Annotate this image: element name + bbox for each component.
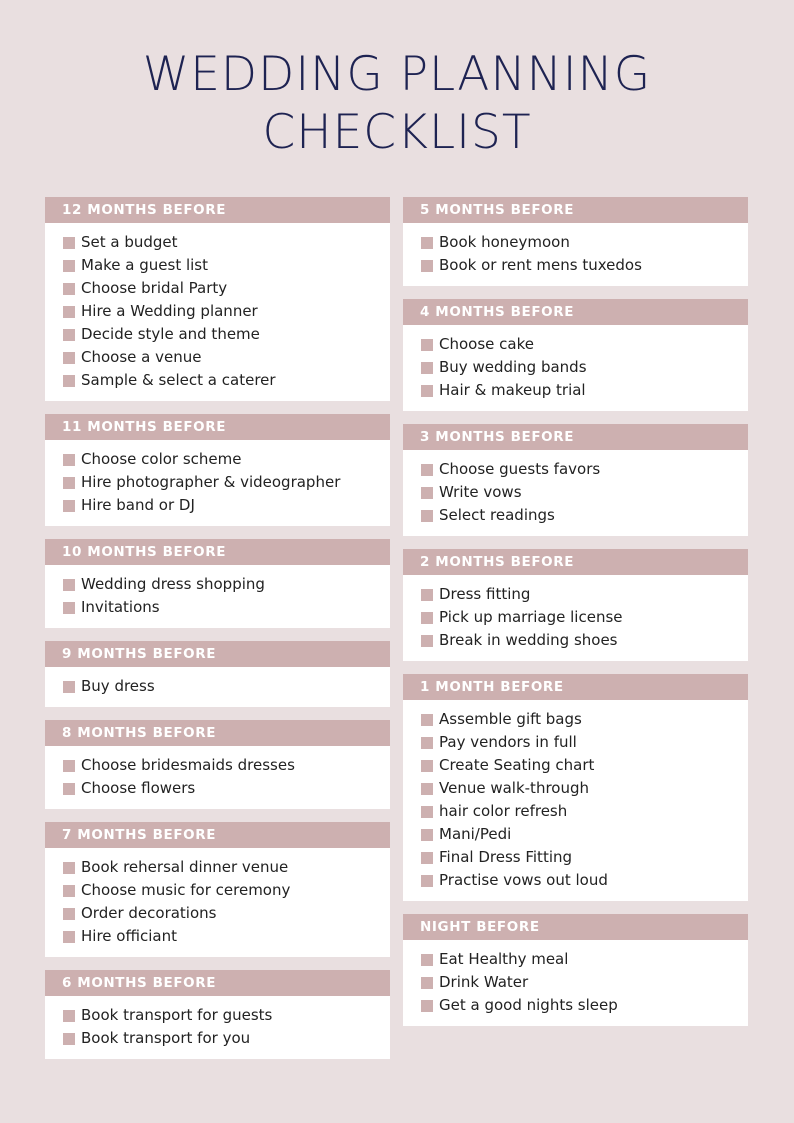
section-6-months-before [45, 970, 390, 1059]
checkbox-square-icon [63, 283, 75, 295]
checkbox-square-icon [421, 852, 433, 864]
section-4-months-before [403, 299, 748, 411]
checklist-item [403, 481, 748, 504]
checklist-item-label: Book transport for guests [81, 1006, 273, 1024]
checklist-item [45, 754, 390, 777]
checklist-item-label: Break in wedding shoes [439, 631, 618, 649]
section-2-months-before [403, 549, 748, 661]
checklist-item [403, 504, 748, 527]
checklist-items [403, 700, 748, 901]
checklist-item [45, 902, 390, 925]
checklist-item [45, 369, 390, 392]
checkbox-square-icon [63, 579, 75, 591]
section-header: 7 MONTHS BEFORE [45, 822, 390, 848]
checklist-item-label: Assemble gift bags [439, 710, 582, 728]
checklist-item [403, 379, 748, 402]
checkbox-square-icon [421, 487, 433, 499]
section-10-months-before [45, 539, 390, 628]
checklist-item-label: Create Seating chart [439, 756, 595, 774]
checklist-item [45, 494, 390, 517]
checkbox-square-icon [421, 783, 433, 795]
checklist-item [403, 823, 748, 846]
checklist-item [403, 948, 748, 971]
checklist-item [45, 448, 390, 471]
checklist-item [403, 606, 748, 629]
checklist-item-label: Order decorations [81, 904, 217, 922]
checklist-item-label: Book transport for you [81, 1029, 251, 1047]
checklist-item-label: Venue walk-through [439, 779, 589, 797]
checklist-item-label: Write vows [439, 483, 522, 501]
checklist-item-label: Decide style and theme [81, 325, 260, 343]
checkbox-square-icon [421, 806, 433, 818]
checklist-item-label: Choose flowers [81, 779, 196, 797]
checklist-item-label: Choose guests favors [439, 460, 601, 478]
checkbox-square-icon [421, 362, 433, 374]
section-3-months-before [403, 424, 748, 536]
section-5-months-before [403, 197, 748, 286]
checklist-item-label: Pick up marriage license [439, 608, 623, 626]
checklist-item-label: Select readings [439, 506, 555, 524]
section-header: 5 MONTHS BEFORE [403, 197, 748, 223]
checklist-item-label: Choose a venue [81, 348, 202, 366]
section-9-months-before [45, 641, 390, 707]
checkbox-square-icon [421, 760, 433, 772]
checklist-item-label: Dress fitting [439, 585, 531, 603]
checklist-items [45, 996, 390, 1059]
title-line-2: CHECKLIST [262, 105, 532, 160]
right-column [403, 197, 748, 1039]
checklist-item [403, 356, 748, 379]
page-title [0, 46, 794, 162]
checklist-item [45, 471, 390, 494]
checklist-item-label: Hire a Wedding planner [81, 302, 258, 320]
checkbox-square-icon [421, 612, 433, 624]
section-header: 10 MONTHS BEFORE [45, 539, 390, 565]
checklist-item-label: Drink Water [439, 973, 529, 991]
section-night-before [403, 914, 748, 1026]
checklist-item [403, 231, 748, 254]
checklist-items [45, 440, 390, 526]
checklist-item [45, 675, 390, 698]
section-12-months-before [45, 197, 390, 401]
checkbox-square-icon [63, 352, 75, 364]
checklist-item [45, 277, 390, 300]
checklist-item [403, 800, 748, 823]
checklist-items [45, 746, 390, 809]
section-header: 4 MONTHS BEFORE [403, 299, 748, 325]
section-7-months-before [45, 822, 390, 957]
checklist-item [403, 254, 748, 277]
checkbox-square-icon [421, 260, 433, 272]
checklist-item-label: Choose cake [439, 335, 534, 353]
checkbox-square-icon [63, 260, 75, 272]
checklist-item-label: Choose music for ceremony [81, 881, 291, 899]
checklist-items [403, 940, 748, 1026]
checklist-item-label: Mani/Pedi [439, 825, 512, 843]
checkbox-square-icon [421, 385, 433, 397]
section-header: 8 MONTHS BEFORE [45, 720, 390, 746]
checklist-item-label: Wedding dress shopping [81, 575, 265, 593]
checklist-item [45, 1027, 390, 1050]
checkbox-square-icon [63, 1033, 75, 1045]
checklist-item [45, 346, 390, 369]
section-header: 9 MONTHS BEFORE [45, 641, 390, 667]
left-column [45, 197, 390, 1072]
checkbox-square-icon [63, 862, 75, 874]
section-1-month-before [403, 674, 748, 901]
checkbox-square-icon [421, 237, 433, 249]
checklist-item [403, 583, 748, 606]
checkbox-square-icon [63, 306, 75, 318]
checklist-item-label: Book or rent mens tuxedos [439, 256, 642, 274]
checkbox-square-icon [421, 977, 433, 989]
checkbox-square-icon [63, 931, 75, 943]
checklist-item-label: Hire officiant [81, 927, 177, 945]
section-header: 11 MONTHS BEFORE [45, 414, 390, 440]
checklist-items [403, 223, 748, 286]
checkbox-square-icon [63, 681, 75, 693]
checkbox-square-icon [421, 510, 433, 522]
checklist-item [403, 629, 748, 652]
checklist-item [45, 856, 390, 879]
section-header: 2 MONTHS BEFORE [403, 549, 748, 575]
checklist-item-label: Final Dress Fitting [439, 848, 573, 866]
checkbox-square-icon [63, 783, 75, 795]
checklist-item [403, 869, 748, 892]
checklist-item [403, 731, 748, 754]
checklist-item [403, 777, 748, 800]
checkbox-square-icon [421, 1000, 433, 1012]
checkbox-square-icon [63, 885, 75, 897]
checklist-item-label: Invitations [81, 598, 160, 616]
section-8-months-before [45, 720, 390, 809]
checkbox-square-icon [421, 875, 433, 887]
checkbox-square-icon [421, 339, 433, 351]
checklist-item-label: Buy wedding bands [439, 358, 587, 376]
section-header: 1 MONTH BEFORE [403, 674, 748, 700]
checklist-item [45, 300, 390, 323]
checkbox-square-icon [421, 464, 433, 476]
checklist-item-label: Practise vows out loud [439, 871, 608, 889]
checkbox-square-icon [421, 829, 433, 841]
checkbox-square-icon [63, 237, 75, 249]
checkbox-square-icon [63, 760, 75, 772]
checklist-item [45, 323, 390, 346]
checklist-item-label: Make a guest list [81, 256, 208, 274]
checklist-item-label: hair color refresh [439, 802, 568, 820]
checklist-item-label: Book honeymoon [439, 233, 570, 251]
checkbox-square-icon [63, 329, 75, 341]
checklist-item-label: Hire photographer & videographer [81, 473, 341, 491]
checklist-item-label: Choose bridesmaids dresses [81, 756, 295, 774]
section-header: 6 MONTHS BEFORE [45, 970, 390, 996]
checkbox-square-icon [63, 908, 75, 920]
checkbox-square-icon [63, 1010, 75, 1022]
checklist-item-label: Hire band or DJ [81, 496, 195, 514]
checklist-item [403, 971, 748, 994]
checklist-item [45, 231, 390, 254]
checklist-item [403, 333, 748, 356]
checklist-item [403, 754, 748, 777]
section-header: 3 MONTHS BEFORE [403, 424, 748, 450]
checklist-item [45, 254, 390, 277]
checklist-item-label: Set a budget [81, 233, 178, 251]
checklist-items [45, 667, 390, 707]
checklist-items [403, 450, 748, 536]
checklist-items [45, 565, 390, 628]
section-header: 12 MONTHS BEFORE [45, 197, 390, 223]
section-11-months-before [45, 414, 390, 526]
checklist-item-label: Sample & select a caterer [81, 371, 276, 389]
checklist-item [403, 994, 748, 1017]
checklist-item-label: Buy dress [81, 677, 155, 695]
checklist-items [403, 575, 748, 661]
checklist-item-label: Book rehersal dinner venue [81, 858, 289, 876]
checklist-item-label: Hair & makeup trial [439, 381, 586, 399]
checklist-item [403, 846, 748, 869]
checklist-item-label: Get a good nights sleep [439, 996, 618, 1014]
checklist-item [403, 708, 748, 731]
checklist-items [45, 223, 390, 401]
checkbox-square-icon [63, 500, 75, 512]
checklist-item-label: Pay vendors in full [439, 733, 577, 751]
checkbox-square-icon [63, 454, 75, 466]
checklist-item [45, 596, 390, 619]
checklist-item-label: Choose bridal Party [81, 279, 228, 297]
checklist-item [45, 573, 390, 596]
checkbox-square-icon [63, 375, 75, 387]
checkbox-square-icon [421, 954, 433, 966]
checkbox-square-icon [63, 602, 75, 614]
checklist-item [45, 1004, 390, 1027]
checklist-item-label: Choose color scheme [81, 450, 242, 468]
title-line-1: WEDDING PLANNING [142, 47, 652, 102]
checklist-item [45, 925, 390, 948]
checkbox-square-icon [421, 635, 433, 647]
checkbox-square-icon [421, 714, 433, 726]
checkbox-square-icon [421, 589, 433, 601]
checklist-items [45, 848, 390, 957]
checkbox-square-icon [63, 477, 75, 489]
checkbox-square-icon [421, 737, 433, 749]
checklist-item [45, 777, 390, 800]
checklist-item [403, 458, 748, 481]
checklist-item [45, 879, 390, 902]
checklist-items [403, 325, 748, 411]
section-header: NIGHT BEFORE [403, 914, 748, 940]
checklist-item-label: Eat Healthy meal [439, 950, 569, 968]
